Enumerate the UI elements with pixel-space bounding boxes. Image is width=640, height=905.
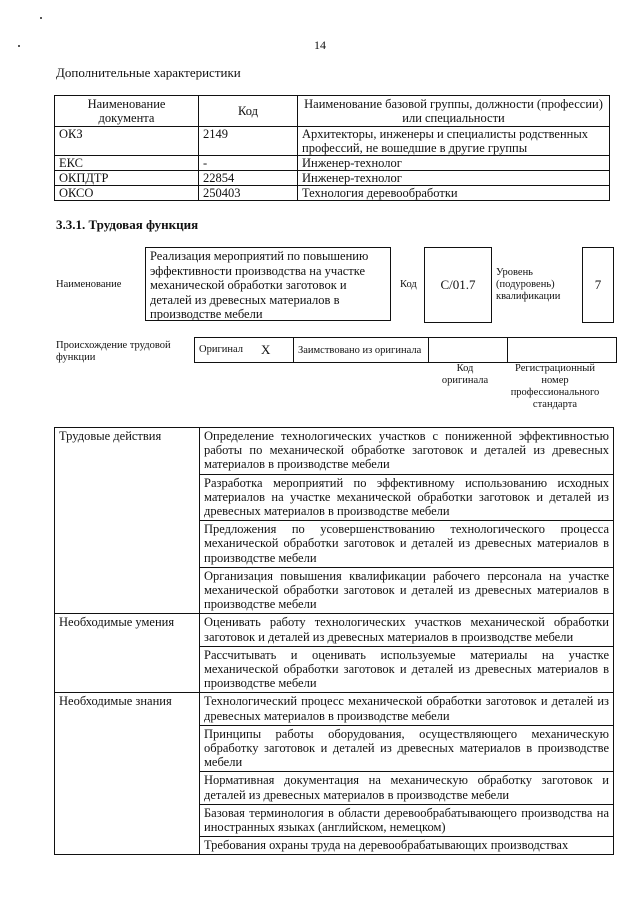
code-cell: 22854: [199, 171, 298, 186]
scan-speck: [40, 17, 42, 19]
category-cell: Необходимые знания: [55, 693, 200, 855]
origin-label: Происхождение трудовой функции: [56, 340, 171, 363]
table-row: [55, 186, 610, 201]
header-code: Код: [199, 96, 298, 127]
level-label: Уровень (подуровень) квалификации: [496, 267, 561, 302]
qualification-level-box: 7: [582, 247, 614, 323]
page-number: 14: [314, 38, 326, 52]
original-code-label: Код оригинала: [441, 363, 489, 386]
list-item: Технологический процесс механической обработки заготовок и деталей из древесных материалов в производстве мебели: [200, 693, 614, 725]
original-label: Оригинал: [195, 338, 258, 363]
original-mark: X: [257, 338, 294, 363]
table-row: [55, 171, 610, 186]
header-document: Наименование документа: [55, 96, 199, 127]
list-item: Предложения по усовершенствованию технологического процесса механической обработки заготовок и деталей из древесных материалов в производстве мебели: [200, 521, 614, 568]
group-cell: Технология деревообработки: [298, 186, 610, 201]
group-cell: Инженер-технолог: [298, 156, 610, 171]
registration-number-cell: [508, 338, 617, 363]
code-cell: 250403: [199, 186, 298, 201]
code-cell: -: [199, 156, 298, 171]
list-item: Организация повышения квалификации рабочего персонала на участке механической обработки заготовок и деталей из древесных материалов в производстве мебели: [200, 567, 614, 614]
list-item: Базовая терминология в области деревообрабатывающего производства на иностранных языках (английском, немецком): [200, 804, 614, 836]
list-item: Разработка мероприятий по эффективному использованию исходных материалов на участке механической обработки заготовок и деталей из древесных материалов в производстве мебели: [200, 474, 614, 521]
group-cell: Архитекторы, инженеры и специалисты родственных профессий, не вошедшие в другие группы: [298, 127, 610, 156]
category-cell: Необходимые умения: [55, 614, 200, 693]
additional-characteristics-table: [54, 95, 610, 201]
list-item: Нормативная документация на механическую обработку заготовок и деталей из древесных материалов в производстве мебели: [200, 772, 614, 804]
category-cell: Трудовые действия: [55, 428, 200, 614]
table-row: [55, 156, 610, 171]
list-item: Определение технологических участков с пониженной эффективностью работы по механической обработке заготовок и деталей из древесных материалов в производстве мебели: [200, 428, 614, 475]
function-name-box: Реализация мероприятий по повышению эффективности производства на участке механической обработки заготовок и деталей из древесных материалов в производстве мебели: [145, 247, 391, 321]
table-header-row: [55, 96, 610, 127]
code-cell: 2149: [199, 127, 298, 156]
function-code-box: C/01.7: [424, 247, 492, 323]
registration-number-label: Регистрационный номер профессионального стандарта: [510, 363, 600, 410]
document-cell: ОКЗ: [55, 127, 199, 156]
labour-function-title: 3.3.1. Трудовая функция: [56, 217, 199, 232]
additional-characteristics-title: Дополнительные характеристики: [56, 65, 241, 80]
origin-row: [195, 338, 617, 363]
list-item: Оценивать работу технологических участков механической обработки заготовок и деталей из древесных материалов в производстве мебели: [200, 614, 614, 646]
table-row: [55, 693, 614, 725]
group-cell: Инженер-технолог: [298, 171, 610, 186]
document-cell: ОКСО: [55, 186, 199, 201]
origin-table: [194, 337, 617, 363]
origin-table-wrap: [194, 337, 617, 363]
table-row: [55, 127, 610, 156]
table-row: [55, 614, 614, 646]
name-label: Наименование: [56, 279, 122, 290]
document-cell: ОКПДТР: [55, 171, 199, 186]
document-cell: ЕКС: [55, 156, 199, 171]
table-row: [55, 428, 614, 475]
list-item: Принципы работы оборудования, осуществляющего механическую обработку заготовок и деталей из древесных материалов в производстве мебели: [200, 725, 614, 772]
header-group: Наименование базовой группы, должности (профессии) или специальности: [298, 96, 610, 127]
labour-function-table: [54, 427, 614, 855]
list-item: Требования охраны труда на деревообрабатывающих производствах: [200, 837, 614, 855]
code-label: Код: [400, 279, 417, 290]
original-code-cell: [429, 338, 508, 363]
borrowed-label: Заимствовано из оригинала: [294, 338, 429, 363]
list-item: Рассчитывать и оценивать используемые материалы на участке механической обработки заготовок и деталей из древесных материалов в производстве мебели: [200, 646, 614, 693]
